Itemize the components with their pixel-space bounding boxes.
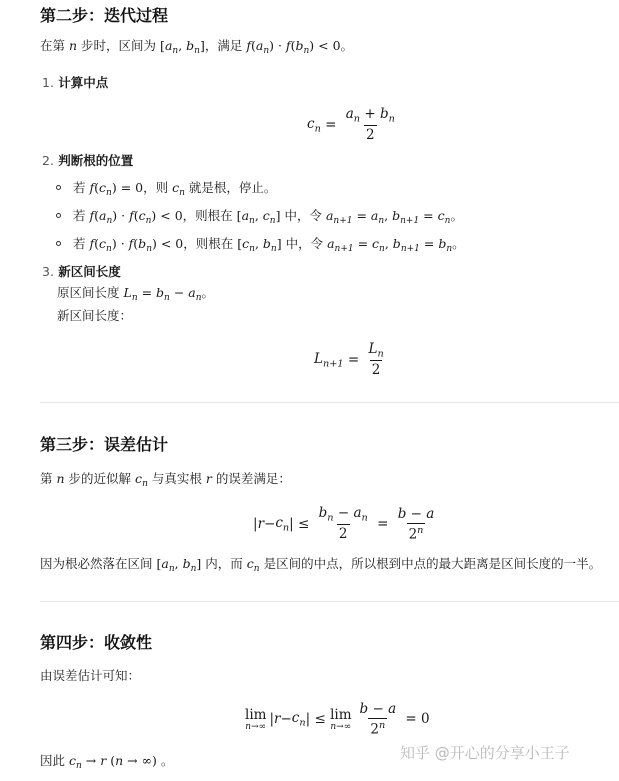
convergence-formula: lim n→∞ | r − $c_n$ | ≤ lim n→∞ $\frac{b - a}{2^n}$ = 0 [245, 701, 430, 738]
bullet-icon [56, 185, 61, 190]
bullet-icon [56, 241, 61, 246]
bullet-root-right: 若 $f(c_n) \cdot f(b_n) < 0$，则根在 [$c_n$, $b_n$] 中，令 $a_{n+1} = c_n$, $b_{n+1} = b_n$。 [56, 236, 465, 257]
step4-intro: 由误差估计可知： [40, 668, 141, 683]
step4-title: 第四步：收敛性 [40, 633, 153, 652]
bullet-root-left: 若 $f(a_n) \cdot f(c_n) < 0$，则根在 [$a_n$, $c_n$] 中，令 $a_{n+1} = a_n$, $b_{n+1} = c_n$。 [56, 208, 463, 229]
watermark: 知乎 @开心的分享小王子 [400, 744, 570, 762]
bullet-root-found: 若 $f(c_n) = 0$，则 $c_n$ 就是根，停止。 [56, 180, 276, 201]
new-length-formula: $L_{n+1}$ = $\frac{L_n}{2}$ [314, 341, 384, 379]
step3-title: 第三步：误差估计 [40, 435, 169, 454]
item-new-length: 3. 新区间长度 [42, 264, 121, 279]
bullet-icon [56, 213, 61, 218]
original-length: 原区间长度 $L_n = b_n - a_n$。 [57, 285, 215, 304]
conclusion: 因此 $c_n \to r$ (n → ∞) 。 [40, 753, 174, 772]
new-length-label: 新区间长度： [57, 308, 133, 323]
error-bound-formula: | r − $c_n$ | ≤ $\frac{b_n - a_n}{2}$ = $\frac{b - a}{2^n}$ [253, 505, 435, 543]
divider [40, 402, 619, 403]
step2-title: 第二步：迭代过程 [40, 6, 169, 25]
step2-intro: 在第 n 步时，区间为 [$a_n$, $b_n$]，满足 $f(a_n) \cdot f(b_n) < 0$。 [40, 38, 354, 57]
item-compute-midpoint: 1. 计算中点 [42, 75, 109, 90]
step3-intro: 第 n 步的近似解 $c_n$ 与真实根 r 的误差满足： [40, 471, 291, 490]
item-root-position: 2. 判断根的位置 [42, 153, 134, 168]
midpoint-formula: $c_n$ = $\frac{a_n + b_n}{2}$ [307, 106, 395, 144]
divider [40, 601, 619, 602]
error-explanation: 因为根必然落在区间 [$a_n$, $b_n$] 内，而 $c_n$ 是区间的中点，所以根到中点的最大距离是区间长度的一半。 [40, 556, 602, 575]
